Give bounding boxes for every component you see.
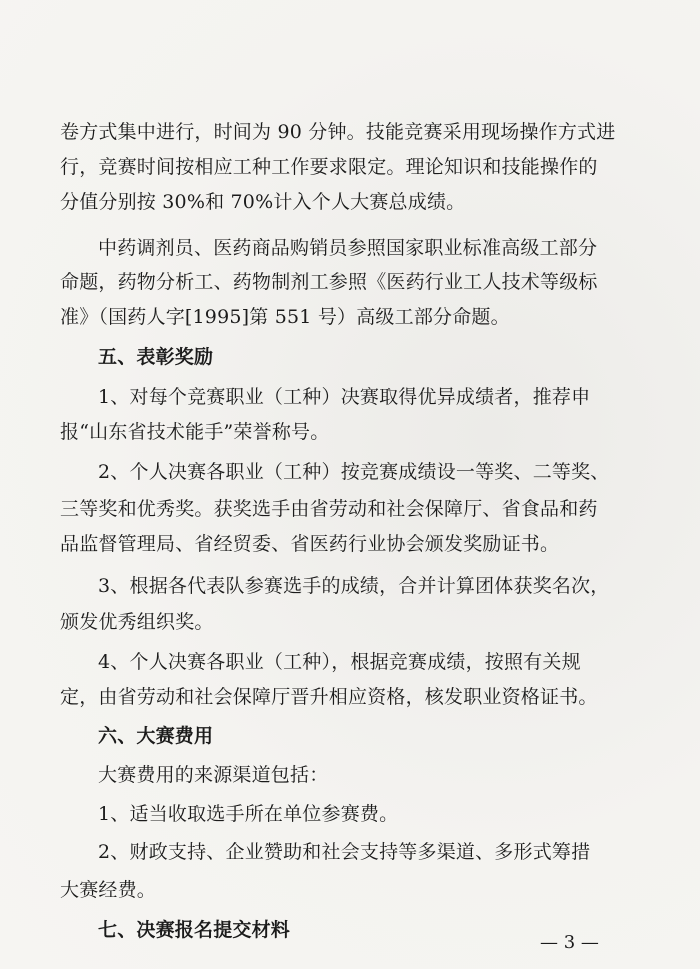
body-text-line: 定，由省劳动和社会保障厅晋升相应资格，核发职业资格证书。 [60,686,598,708]
body-text-line: 大赛经费。 [60,879,157,901]
body-text-line: 4、个人决赛各职业（工种），根据竞赛成绩，按照有关规 [98,651,581,673]
body-text-line: 命题，药物分析工、药物制剂工参照《医药行业工人技术等级标 [60,271,598,293]
body-text-line: 中药调剂员、医药商品购销员参照国家职业标准高级工部分 [98,237,598,259]
section-heading-fees: 六、大赛费用 [98,725,214,747]
body-text-line: 1、适当收取选手所在单位参赛费。 [98,803,399,825]
body-text-line: 颁发优秀组织奖。 [60,611,214,633]
body-text-line: 三等奖和优秀奖。获奖选手由省劳动和社会保障厅、省食品和药 [60,498,598,520]
body-text-line: 2、财政支持、企业赞助和社会支持等多渠道、多形式筹措 [98,841,591,863]
body-text-line: 2、个人决赛各职业（工种）按竞赛成绩设一等奖、二等奖、 [98,461,610,483]
body-text-line: 品监督管理局、省经贸委、省医药行业协会颁发奖励证书。 [60,533,560,555]
body-text-line: 分值分别按 30%和 70%计入个人大赛总成绩。 [60,191,466,213]
page-number: — 3 — [540,932,599,953]
body-text-line: 报“山东省技术能手”荣誉称号。 [60,421,330,443]
body-text-line: 行，竞赛时间按相应工种工作要求限定。理论知识和技能操作的 [60,156,598,178]
section-heading-awards: 五、表彰奖励 [98,346,214,368]
body-text-line: 大赛费用的来源渠道包括： [98,764,329,786]
section-heading-materials: 七、决赛报名提交材料 [98,919,291,941]
body-text-line: 3、根据各代表队参赛选手的成绩，合并计算团体获奖名次， [98,575,610,597]
body-text-line: 卷方式集中进行，时间为 90 分钟。技能竞赛采用现场操作方式进 [60,121,616,143]
body-text-line: 1、对每个竞赛职业（工种）决赛取得优异成绩者，推荐申 [98,386,591,408]
body-text-line: 准》（国药人字[1995]第 551 号）高级工部分命题。 [60,306,510,328]
